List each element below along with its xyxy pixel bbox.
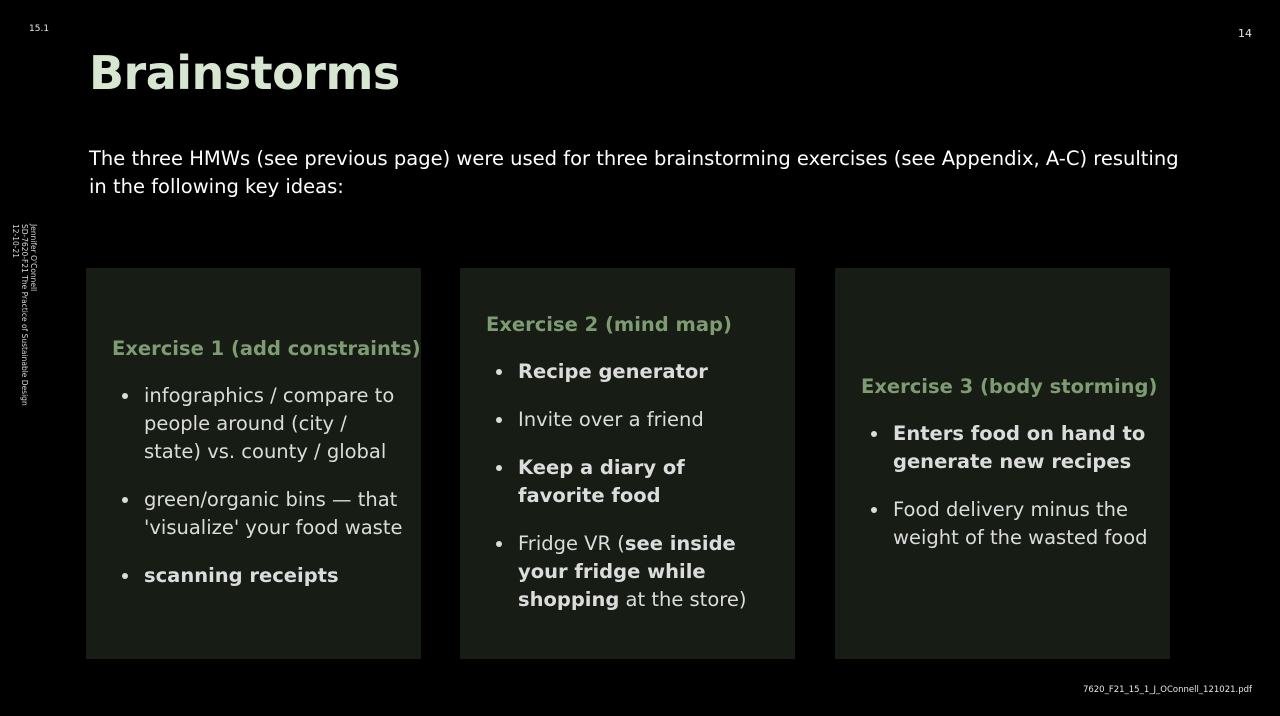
idea-item: infographics / compare to people around (city / state) vs. county / global xyxy=(112,382,403,466)
course-name: SD-7620-F21 The Practice of Sustainable Design xyxy=(20,224,29,406)
idea-list xyxy=(112,370,403,590)
footer-filename: 7620_F21_15_1_J_OConnell_121021.pdf xyxy=(1082,685,1252,695)
idea-item: Enters food on hand to generate new recipes xyxy=(861,420,1152,476)
idea-item: Recipe generator xyxy=(486,358,777,386)
page-title: Brainstorms xyxy=(89,46,400,100)
exercise-title: Exercise 1 (add constraints) xyxy=(112,337,421,360)
idea-item: scanning receipts xyxy=(112,562,403,590)
idea-item: Food delivery minus the weight of the wasted food xyxy=(861,496,1152,552)
exercise-card-1 xyxy=(86,268,421,659)
page-number: 14 xyxy=(1238,27,1252,40)
side-metadata xyxy=(11,224,38,406)
idea-text: Fridge VR ( xyxy=(518,532,625,555)
exercise-title: Exercise 3 (body storming) xyxy=(861,375,1158,398)
idea-text: at the store) xyxy=(619,588,747,611)
exercise-title: Exercise 2 (mind map) xyxy=(486,313,732,336)
exercise-card-2 xyxy=(460,268,795,659)
idea-item xyxy=(486,530,777,614)
idea-list xyxy=(486,346,777,614)
exercise-card-3 xyxy=(835,268,1170,659)
section-number: 15.1 xyxy=(29,24,50,34)
idea-item: Keep a diary of favorite food xyxy=(486,454,777,510)
idea-item: green/organic bins — that 'visualize' your food waste xyxy=(112,486,403,542)
idea-text-bold: see inside your fridge while shopping xyxy=(518,532,736,611)
intro-text: The three HMWs (see previous page) were used for three brainstorming exercises (see Appendix, A-C) resulting in the following key ideas: xyxy=(89,147,1179,198)
date-label: 12-10-21 xyxy=(11,224,20,259)
idea-list xyxy=(861,408,1152,552)
idea-item: Invite over a friend xyxy=(486,406,777,434)
author-name: Jennifer O'Connell xyxy=(29,224,38,292)
